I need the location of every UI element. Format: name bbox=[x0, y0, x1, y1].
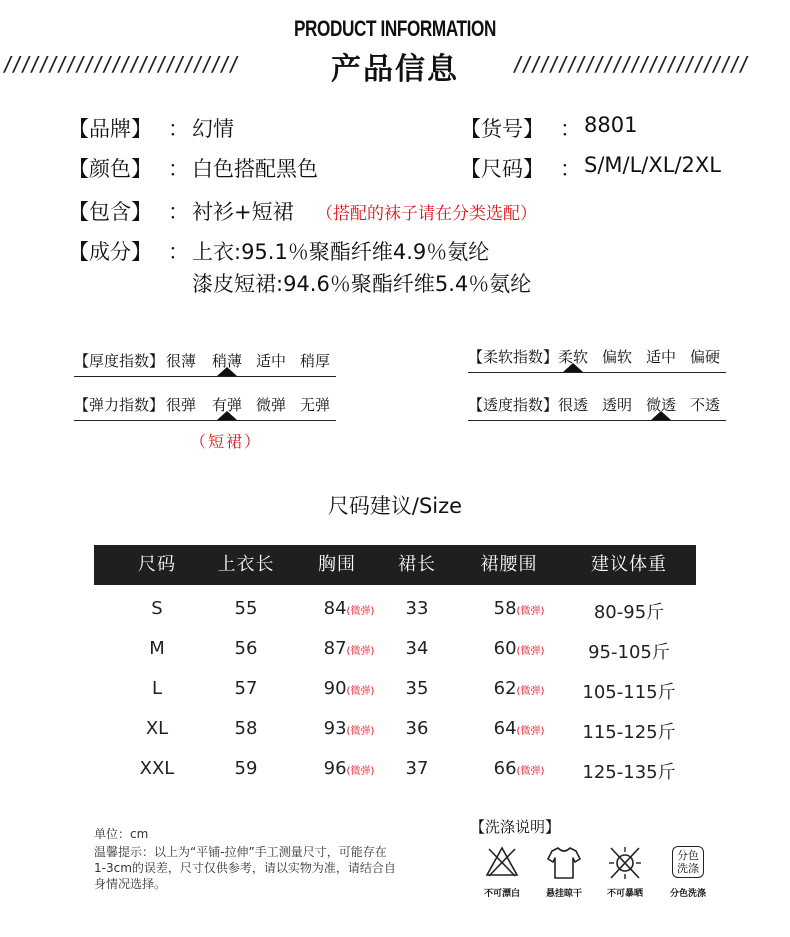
table-cell-weight bbox=[574, 638, 684, 664]
cell-value: 59 bbox=[234, 758, 258, 779]
table-cell-bust bbox=[304, 758, 394, 779]
color-value: 白色搭配黑色 bbox=[192, 157, 318, 181]
table-cell-top-length bbox=[206, 718, 286, 739]
wash-separately-icon bbox=[672, 846, 704, 878]
cell-value: 34 bbox=[405, 638, 429, 659]
softness-option: 偏硬 bbox=[690, 348, 721, 366]
cell-value: XXL bbox=[139, 758, 175, 779]
cell-value: 105-115斤 bbox=[582, 682, 676, 703]
softness-option: 适中 bbox=[646, 348, 677, 366]
elastic-note: (微弹) bbox=[346, 766, 375, 777]
table-cell-waist bbox=[474, 598, 564, 619]
cell-value: 58 bbox=[493, 598, 517, 619]
table-cell-top-length bbox=[206, 638, 286, 659]
softness-scale-line bbox=[468, 372, 726, 373]
cell-value: 93 bbox=[323, 718, 347, 739]
table-cell-size bbox=[124, 758, 190, 779]
transparency-scale-line bbox=[468, 420, 726, 421]
elasticity-option: 很弹 bbox=[166, 396, 197, 414]
size-label: 【尺码】 bbox=[460, 157, 544, 181]
table-cell-weight bbox=[574, 758, 684, 784]
table-cell-waist bbox=[474, 678, 564, 699]
cell-value: S bbox=[151, 598, 163, 619]
elasticity-note: （短裙） bbox=[190, 432, 263, 451]
transparency-option: 透明 bbox=[602, 396, 633, 414]
thickness-option: 很薄 bbox=[166, 352, 197, 370]
size-table-header bbox=[94, 545, 696, 585]
no-sun-dry-label: 不可暴晒 bbox=[606, 889, 643, 899]
elasticity-label: 【弹力指数】 bbox=[74, 396, 165, 414]
table-cell-bust bbox=[304, 638, 394, 659]
cell-value: 66 bbox=[493, 758, 517, 779]
table-cell-weight bbox=[574, 598, 684, 624]
transparency-option: 很透 bbox=[558, 396, 589, 414]
elastic-note: (微弹) bbox=[516, 726, 545, 737]
elastic-note: (微弹) bbox=[346, 606, 375, 617]
material-colon: ： bbox=[168, 240, 189, 264]
table-cell-weight bbox=[574, 678, 684, 704]
cell-value: 64 bbox=[493, 718, 517, 739]
table-cell-size bbox=[124, 598, 190, 619]
cell-value: XL bbox=[145, 718, 169, 739]
sku-value: 8801 bbox=[584, 113, 638, 137]
right-decoration: ////////////////////////// bbox=[512, 52, 748, 76]
size-table-title: 尺码建议/Size bbox=[327, 494, 463, 518]
elastic-note: (微弹) bbox=[346, 646, 375, 657]
thickness-option: 适中 bbox=[256, 352, 287, 370]
table-cell-bust bbox=[304, 598, 394, 619]
unit-note: 单位：cm bbox=[94, 827, 149, 841]
table-cell-waist bbox=[474, 638, 564, 659]
softness-option: 柔软 bbox=[558, 348, 589, 366]
no-sun-dry-icon bbox=[606, 845, 644, 885]
cell-value: 37 bbox=[405, 758, 429, 779]
table-cell-skirt-length bbox=[384, 638, 450, 659]
elastic-note: (微弹) bbox=[516, 766, 545, 777]
elastic-note: (微弹) bbox=[346, 726, 375, 737]
brand-colon: ： bbox=[168, 117, 189, 141]
table-cell-skirt-length bbox=[384, 678, 450, 699]
cell-value: 95-105斤 bbox=[588, 642, 670, 663]
cell-value: 55 bbox=[234, 598, 258, 619]
color-label: 【颜色】 bbox=[68, 157, 152, 181]
transparency-selected-marker bbox=[651, 411, 671, 420]
table-cell-size bbox=[124, 638, 190, 659]
transparency-label: 【透度指数】 bbox=[468, 396, 559, 414]
tip-line-2: 1-3cm的误差，尺寸仅供参考，请以实物为准，请结合自 bbox=[94, 861, 396, 875]
includes-colon: ： bbox=[168, 200, 189, 224]
cell-value: 90 bbox=[323, 678, 347, 699]
english-title: PRODUCT INFORMATION bbox=[294, 16, 496, 41]
sku-label: 【货号】 bbox=[460, 117, 544, 141]
cell-value: 36 bbox=[405, 718, 429, 739]
elastic-note: (微弹) bbox=[346, 686, 375, 697]
thickness-scale-line bbox=[74, 376, 336, 377]
tip-line-3: 身情况选择。 bbox=[94, 877, 167, 891]
cell-value: 115-125斤 bbox=[582, 722, 676, 743]
cell-value: 62 bbox=[493, 678, 517, 699]
material-line2: 漆皮短裙:94.6％聚酯纤维5.4％氨纶 bbox=[192, 272, 532, 296]
sku-colon: ： bbox=[560, 117, 581, 141]
header-weight: 建议体重 bbox=[591, 554, 667, 575]
cell-value: M bbox=[149, 638, 165, 659]
header-skirt-length: 裙长 bbox=[398, 554, 436, 575]
cell-value: 33 bbox=[405, 598, 429, 619]
cell-value: 58 bbox=[234, 718, 258, 739]
table-cell-size bbox=[124, 678, 190, 699]
softness-option: 偏软 bbox=[602, 348, 633, 366]
table-cell-bust bbox=[304, 678, 394, 699]
cell-value: 96 bbox=[323, 758, 347, 779]
softness-selected-marker bbox=[563, 363, 583, 372]
material-line1: 上衣:95.1％聚酯纤维4.9％氨纶 bbox=[192, 240, 490, 264]
wash-separately-glyph: 分色洗涤 bbox=[677, 849, 699, 875]
elastic-note: (微弹) bbox=[516, 606, 545, 617]
table-cell-skirt-length bbox=[384, 718, 450, 739]
transparency-option: 不透 bbox=[690, 396, 721, 414]
washing-title: 【洗涤说明】 bbox=[470, 818, 561, 836]
thickness-option: 稍薄 bbox=[212, 352, 243, 370]
table-cell-skirt-length bbox=[384, 758, 450, 779]
cell-value: 84 bbox=[323, 598, 347, 619]
cell-value: 87 bbox=[323, 638, 347, 659]
thickness-option: 稍厚 bbox=[300, 352, 331, 370]
brand-value: 幻情 bbox=[192, 117, 234, 141]
table-cell-skirt-length bbox=[384, 598, 450, 619]
wash-separately-label: 分色洗涤 bbox=[669, 889, 706, 899]
cell-value: 125-135斤 bbox=[582, 762, 676, 783]
hang-dry-label: 悬挂晾干 bbox=[545, 889, 582, 899]
table-cell-top-length bbox=[206, 598, 286, 619]
cell-value: 56 bbox=[234, 638, 258, 659]
header-top-length: 上衣长 bbox=[217, 554, 275, 575]
table-cell-waist bbox=[474, 718, 564, 739]
elasticity-option: 无弹 bbox=[300, 396, 331, 414]
transparency-option: 微透 bbox=[646, 396, 677, 414]
cell-value: 60 bbox=[493, 638, 517, 659]
includes-note: （搭配的袜子请在分类选配） bbox=[316, 204, 537, 224]
hang-dry-icon bbox=[546, 845, 582, 885]
elasticity-selected-marker bbox=[217, 411, 237, 420]
material-label: 【成分】 bbox=[68, 240, 152, 264]
chinese-title: 产品信息 bbox=[331, 52, 459, 87]
tip-line-1: 温馨提示：以上为“平铺-拉伸”手工测量尺寸，可能存在 bbox=[94, 845, 387, 859]
table-cell-bust bbox=[304, 718, 394, 739]
softness-label: 【柔软指数】 bbox=[468, 348, 559, 366]
color-colon: ： bbox=[168, 157, 189, 181]
table-cell-weight bbox=[574, 718, 684, 744]
table-cell-top-length bbox=[206, 758, 286, 779]
size-value: S/M/L/XL/2XL bbox=[584, 153, 721, 177]
no-bleach-label: 不可漂白 bbox=[483, 889, 520, 899]
cell-value: L bbox=[151, 678, 163, 699]
elasticity-option: 有弹 bbox=[212, 396, 243, 414]
cell-value: 35 bbox=[405, 678, 429, 699]
table-cell-size bbox=[124, 718, 190, 739]
includes-value: 衬衫+短裙 bbox=[192, 200, 294, 224]
cell-value: 57 bbox=[234, 678, 258, 699]
header-waist: 裙腰围 bbox=[480, 554, 538, 575]
includes-label: 【包含】 bbox=[68, 200, 152, 224]
table-cell-waist bbox=[474, 758, 564, 779]
header-size: 尺码 bbox=[138, 554, 176, 575]
elastic-note: (微弹) bbox=[516, 646, 545, 657]
no-bleach-icon bbox=[484, 845, 520, 883]
table-cell-top-length bbox=[206, 678, 286, 699]
thickness-label: 【厚度指数】 bbox=[74, 352, 165, 370]
cell-value: 80-95斤 bbox=[593, 602, 665, 623]
brand-label: 【品牌】 bbox=[68, 117, 152, 141]
thickness-selected-marker bbox=[217, 367, 237, 376]
header-bust: 胸围 bbox=[318, 554, 356, 575]
elasticity-option: 微弹 bbox=[256, 396, 287, 414]
elastic-note: (微弹) bbox=[516, 686, 545, 697]
size-colon: ： bbox=[560, 157, 581, 181]
elasticity-scale-line bbox=[74, 420, 336, 421]
left-decoration: ////////////////////////// bbox=[2, 52, 238, 76]
